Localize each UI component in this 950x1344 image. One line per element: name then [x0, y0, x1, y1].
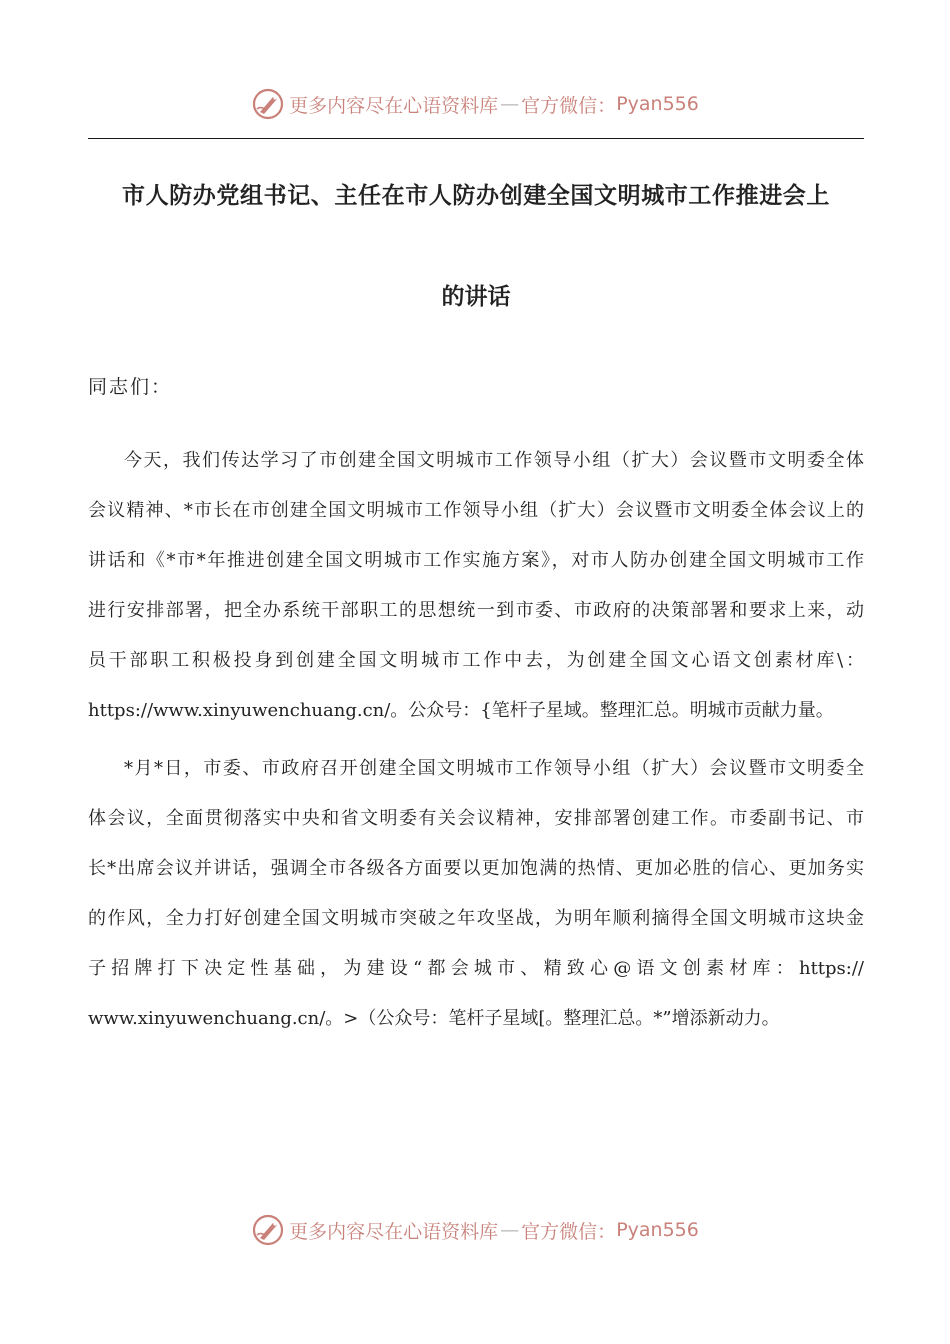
watermark-wechat-id: Pyan556	[616, 1219, 699, 1241]
salutation: 同志们：	[88, 376, 173, 398]
paragraph-2	[88, 744, 864, 1044]
paragraph-line: 今天，我们传达学习了市创建全国文明城市工作领导小组（扩大）会议暨市文明委全体	[124, 450, 864, 471]
paragraph-line: www.xinyuwenchuang.cn/。>（公众号：笔杆子星域[。整理汇总。*”增添新动力。	[88, 1008, 780, 1029]
header-divider	[88, 138, 864, 139]
pen-nib-logo-icon	[251, 87, 285, 121]
document-title-line-1: 市人防办党组书记、主任在市人防办创建全国文明城市工作推进会上	[122, 183, 830, 209]
watermark-wechat-label: 官方微信：	[521, 94, 617, 117]
footer-watermark	[0, 1210, 950, 1250]
watermark-brand-text: 更多内容尽在心语资料库	[289, 94, 499, 117]
paragraph-line: https://www.xinyuwenchuang.cn/。公众号：{笔杆子星域。整理汇总。明城市贡献力量。	[88, 700, 834, 721]
watermark-separator: —	[500, 93, 520, 115]
paragraph-line: 子招牌打下决定性基础，为建设“都会城市、精致心@语文创素材库：https://	[88, 958, 864, 979]
paragraph-line: *月*日，市委、市政府召开创建全国文明城市工作领导小组（扩大）会议暨市文明委全	[124, 758, 864, 779]
paragraph-line: 进行安排部署，把全办系统干部职工的思想统一到市委、市政府的决策部署和要求上来，动	[88, 600, 864, 621]
watermark-wechat-id: Pyan556	[616, 93, 699, 115]
document-title-line-2: 的讲话	[441, 284, 511, 310]
paragraph-1	[88, 436, 864, 736]
paragraph-line: 员干部职工积极投身到创建全国文明城市工作中去，为创建全国文心语文创素材库\：	[88, 650, 864, 671]
paragraph-line: 讲话和《*市*年推进创建全国文明城市工作实施方案》，对市人防办创建全国文明城市工作	[88, 550, 864, 571]
paragraph-line: 会议精神、*市长在市创建全国文明城市工作领导小组（扩大）会议暨市文明委全体会议上的	[88, 500, 864, 521]
watermark-wechat-label: 官方微信：	[521, 1220, 617, 1243]
pen-nib-logo-icon	[251, 1213, 285, 1247]
watermark-brand-text: 更多内容尽在心语资料库	[289, 1220, 499, 1243]
paragraph-line: 体会议，全面贯彻落实中央和省文明委有关会议精神，安排部署创建工作。市委副书记、市	[88, 808, 864, 829]
paragraph-line: 长*出席会议并讲话，强调全市各级各方面要以更加饱满的热情、更加必胜的信心、更加务实	[88, 858, 864, 879]
watermark-separator: —	[500, 1219, 520, 1241]
paragraph-line: 的作风，全力打好创建全国文明城市突破之年攻坚战，为明年顺利摘得全国文明城市这块金	[88, 908, 864, 929]
header-watermark	[0, 84, 950, 124]
